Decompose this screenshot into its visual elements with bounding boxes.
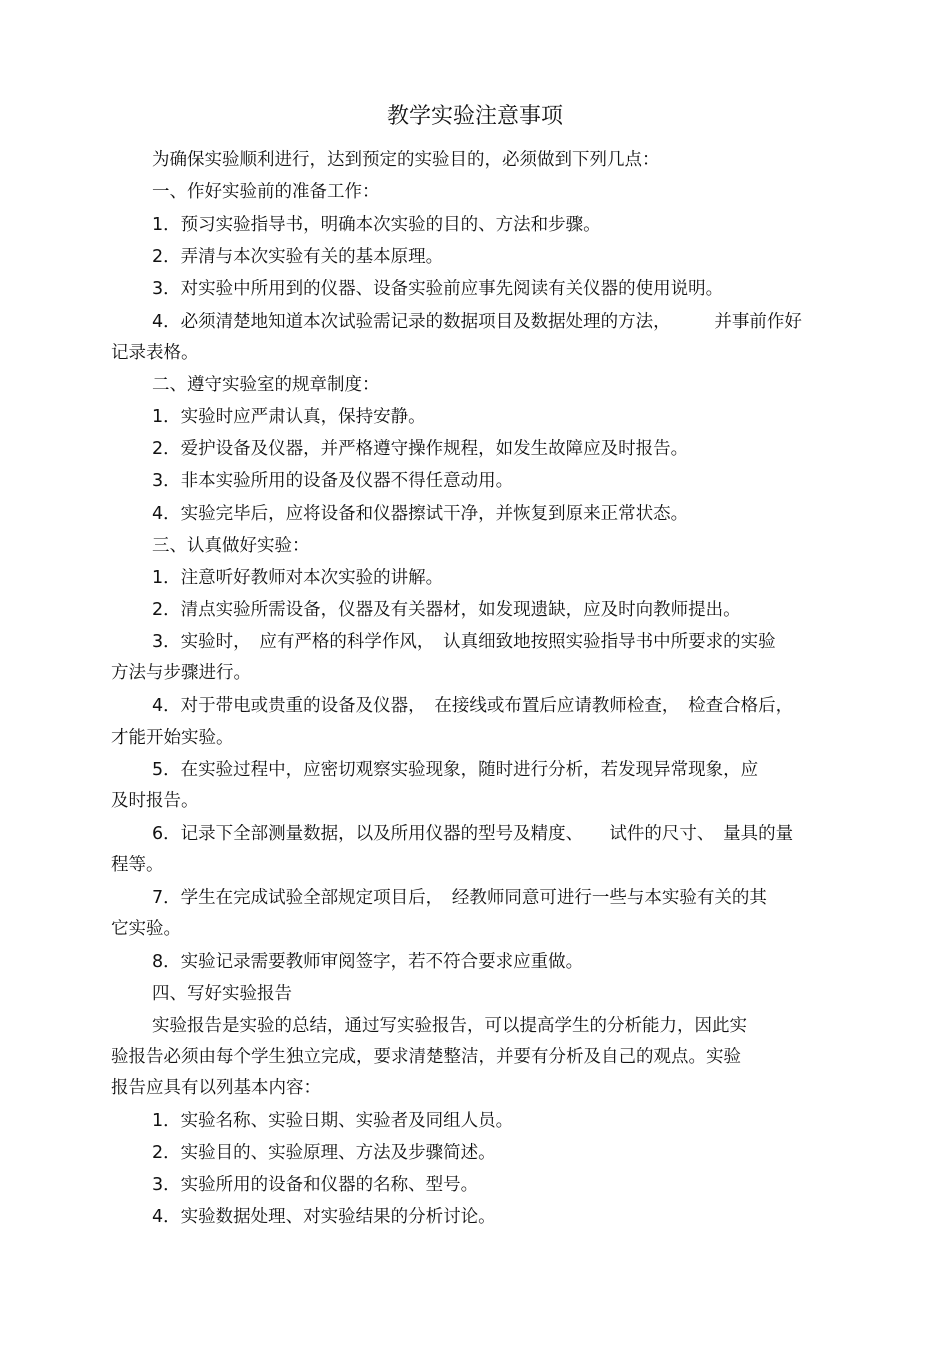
list-item: 3．非本实验所用的设备及仪器不得任意动用。	[152, 471, 514, 491]
paragraph-line: 实验报告是实验的总结，通过写实验报告，可以提高学生的分析能力，因此实	[152, 1016, 747, 1036]
section-heading-4: 四、写好实验报告	[152, 984, 292, 1004]
list-item: 1．实验时应严肃认真，保持安静。	[152, 407, 426, 427]
list-item: 2．实验目的、实验原理、方法及步骤简述。	[152, 1143, 496, 1163]
section-heading-1: 一、作好实验前的准备工作：	[152, 182, 380, 202]
section-heading-3: 三、认真做好实验：	[152, 536, 310, 556]
list-item-continuation: 它实验。	[111, 919, 181, 939]
list-item: 2．清点实验所需设备，仪器及有关器材，如发现遗缺，应及时向教师提出。	[152, 600, 741, 620]
list-item: 1．实验名称、实验日期、实验者及同组人员。	[152, 1111, 514, 1131]
paragraph-line: 验报告必须由每个学生独立完成，要求清楚整洁，并要有分析及自己的观点。实验	[111, 1047, 741, 1067]
list-item: 3．对实验中所用到的仪器、设备实验前应事先阅读有关仪器的使用说明。	[152, 279, 724, 299]
list-item: 2．弄清与本次实验有关的基本原理。	[152, 247, 444, 267]
list-item: 4．必须清楚地知道本次试验需记录的数据项目及数据处理的方法， 并事前作好	[152, 312, 802, 332]
list-item: 3．实验时， 应有严格的科学作风， 认真细致地按照实验指导书中所要求的实验	[152, 632, 776, 652]
list-item: 2．爱护设备及仪器，并严格遵守操作规程，如发生故障应及时报告。	[152, 439, 689, 459]
list-item: 4．实验数据处理、对实验结果的分析讨论。	[152, 1207, 496, 1227]
list-item: 8．实验记录需要教师审阅签字，若不符合要求应重做。	[152, 952, 584, 972]
document-title: 教学实验注意事项	[386, 104, 563, 129]
list-item-continuation: 才能开始实验。	[111, 728, 234, 748]
paragraph-line: 报告应具有以列基本内容：	[111, 1078, 321, 1098]
list-item-continuation: 程等。	[111, 855, 164, 875]
list-item-continuation: 及时报告。	[111, 791, 199, 811]
list-item: 1．注意听好教师对本次实验的讲解。	[152, 568, 444, 588]
list-item: 1．预习实验指导书，明确本次实验的目的、方法和步骤。	[152, 215, 601, 235]
list-item: 6．记录下全部测量数据，以及所用仪器的型号及精度、 试件的尺寸、 量具的量	[152, 824, 794, 844]
list-item-continuation: 方法与步骤进行。	[111, 663, 251, 683]
intro-line: 为确保实验顺利进行，达到预定的实验目的，必须做到下列几点：	[152, 150, 660, 170]
list-item: 4．实验完毕后，应将设备和仪器擦试干净，并恢复到原来正常状态。	[152, 504, 689, 524]
list-item-continuation: 记录表格。	[111, 343, 199, 363]
list-item: 4．对于带电或贵重的设备及仪器， 在接线或布置后应请教师检查， 检查合格后，	[152, 696, 794, 716]
list-item: 3．实验所用的设备和仪器的名称、型号。	[152, 1175, 479, 1195]
section-heading-2: 二、遵守实验室的规章制度：	[152, 375, 380, 395]
list-item: 7．学生在完成试验全部规定项目后， 经教师同意可进行一些与本实验有关的其	[152, 888, 767, 908]
list-item: 5．在实验过程中，应密切观察实验现象，随时进行分析，若发现异常现象，应	[152, 760, 759, 780]
